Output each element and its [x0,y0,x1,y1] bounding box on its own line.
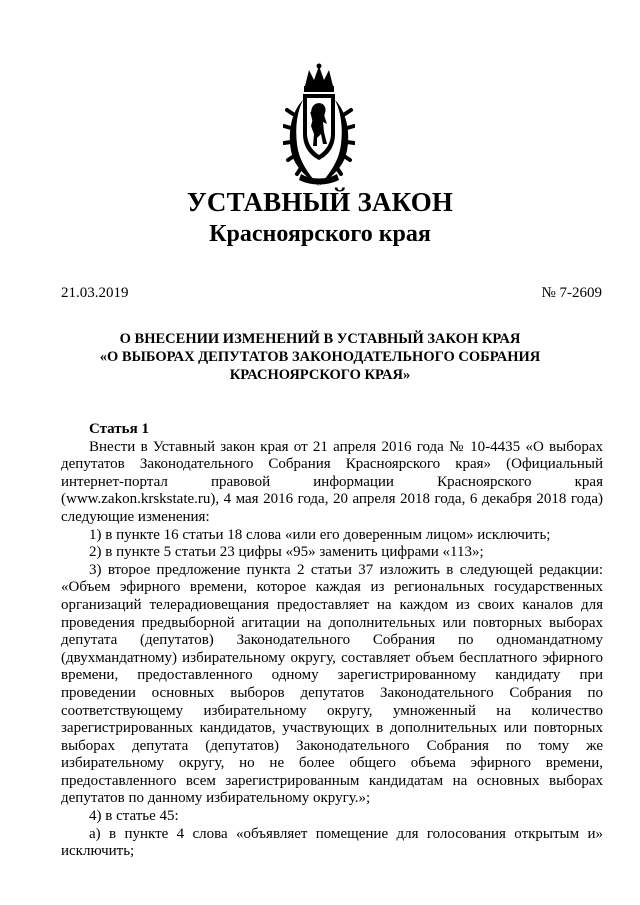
article-title: Статья 1 [89,421,149,437]
list-item: 1) в пункте 16 статьи 18 слова «или его доверенным лицом» исключить; [89,526,551,543]
body-line: депутатов по данному избирательному округу.»; [61,790,371,807]
body-line: исключить; [61,843,135,860]
body-line: предоставленного всем зарегистрированным кандидатам на основных выборах [61,772,603,789]
body-line: проведения предвыборной агитации на дополнительных или повторных выборах [61,614,603,631]
body-line: зарегистрированных кандидатов, участвующих в дополнительных или повторных [61,720,603,737]
law-type-title: УСТАВНЫЙ ЗАКОН [186,187,454,217]
body-line: депутатов Законодательного Собрания Красноярского края» (Официальный [61,456,603,473]
law-heading [70,330,570,384]
body-line: депутата (депутатов) Законодательного Собрания по одномандатному [61,632,603,649]
heading-line: О ВНЕСЕНИИ ИЗМЕНЕНИЙ В УСТАВНЫЙ ЗАКОН КРАЯ [119,331,521,347]
krasnoyarsk-coat-of-arms-icon [283,62,355,190]
list-item: 2) в пункте 5 статьи 23 цифры «95» заменить цифрами «113»; [89,544,484,561]
body-line: избирательному округу, но не более общего объема эфирного времени, [61,755,603,772]
body-line: интернет-портал правовой информации Красноярского края [61,473,603,490]
body-line: выборах депутата (депутатов) Законодательного Собрания по тому же [61,737,603,754]
region-title: Красноярского края [209,221,431,247]
law-date: 21.03.2019 [61,285,129,301]
body-line: (www.zakon.krskstate.ru), 4 мая 2016 года, 20 апреля 2018 года, 6 декабря 2018 года) [61,491,603,508]
list-item: 4) в статье 45: [89,808,179,825]
body-line: соответствующему избирательному округу, умноженный на количество [61,702,603,719]
body-line: следующие изменения: [61,508,210,525]
body-line: (двухмандатному) избирательному округу, составляет объем бесплатного эфирного [61,649,603,666]
body-line: организаций телерадиовещания предоставляет на каждом из своих каналов для [61,596,603,613]
body-line: времени, предоставленного одному зарегистрированному кандидату при [61,667,603,684]
body-line: «Объем эфирного времени, которое каждая из региональных государственных [61,579,603,596]
body-line: Внести в Уставный закон края от 21 апреля 2016 года № 10-4435 «О выборах [89,438,603,455]
list-item: а) в пункте 4 слова «объявляет помещение для голосования открытым и» [89,825,603,842]
law-body [61,421,603,861]
heading-line: КРАСНОЯРСКОГО КРАЯ» [229,367,411,383]
heading-line: «О ВЫБОРАХ ДЕПУТАТОВ ЗАКОНОДАТЕЛЬНОГО СОБРАНИЯ [99,349,541,365]
law-number: № 7-2609 [541,285,602,301]
body-line: проведении основных выборов депутатов Законодательного Собрания по [61,684,603,701]
list-item: 3) второе предложение пункта 2 статьи 37 изложить в следующей редакции: [89,561,603,578]
